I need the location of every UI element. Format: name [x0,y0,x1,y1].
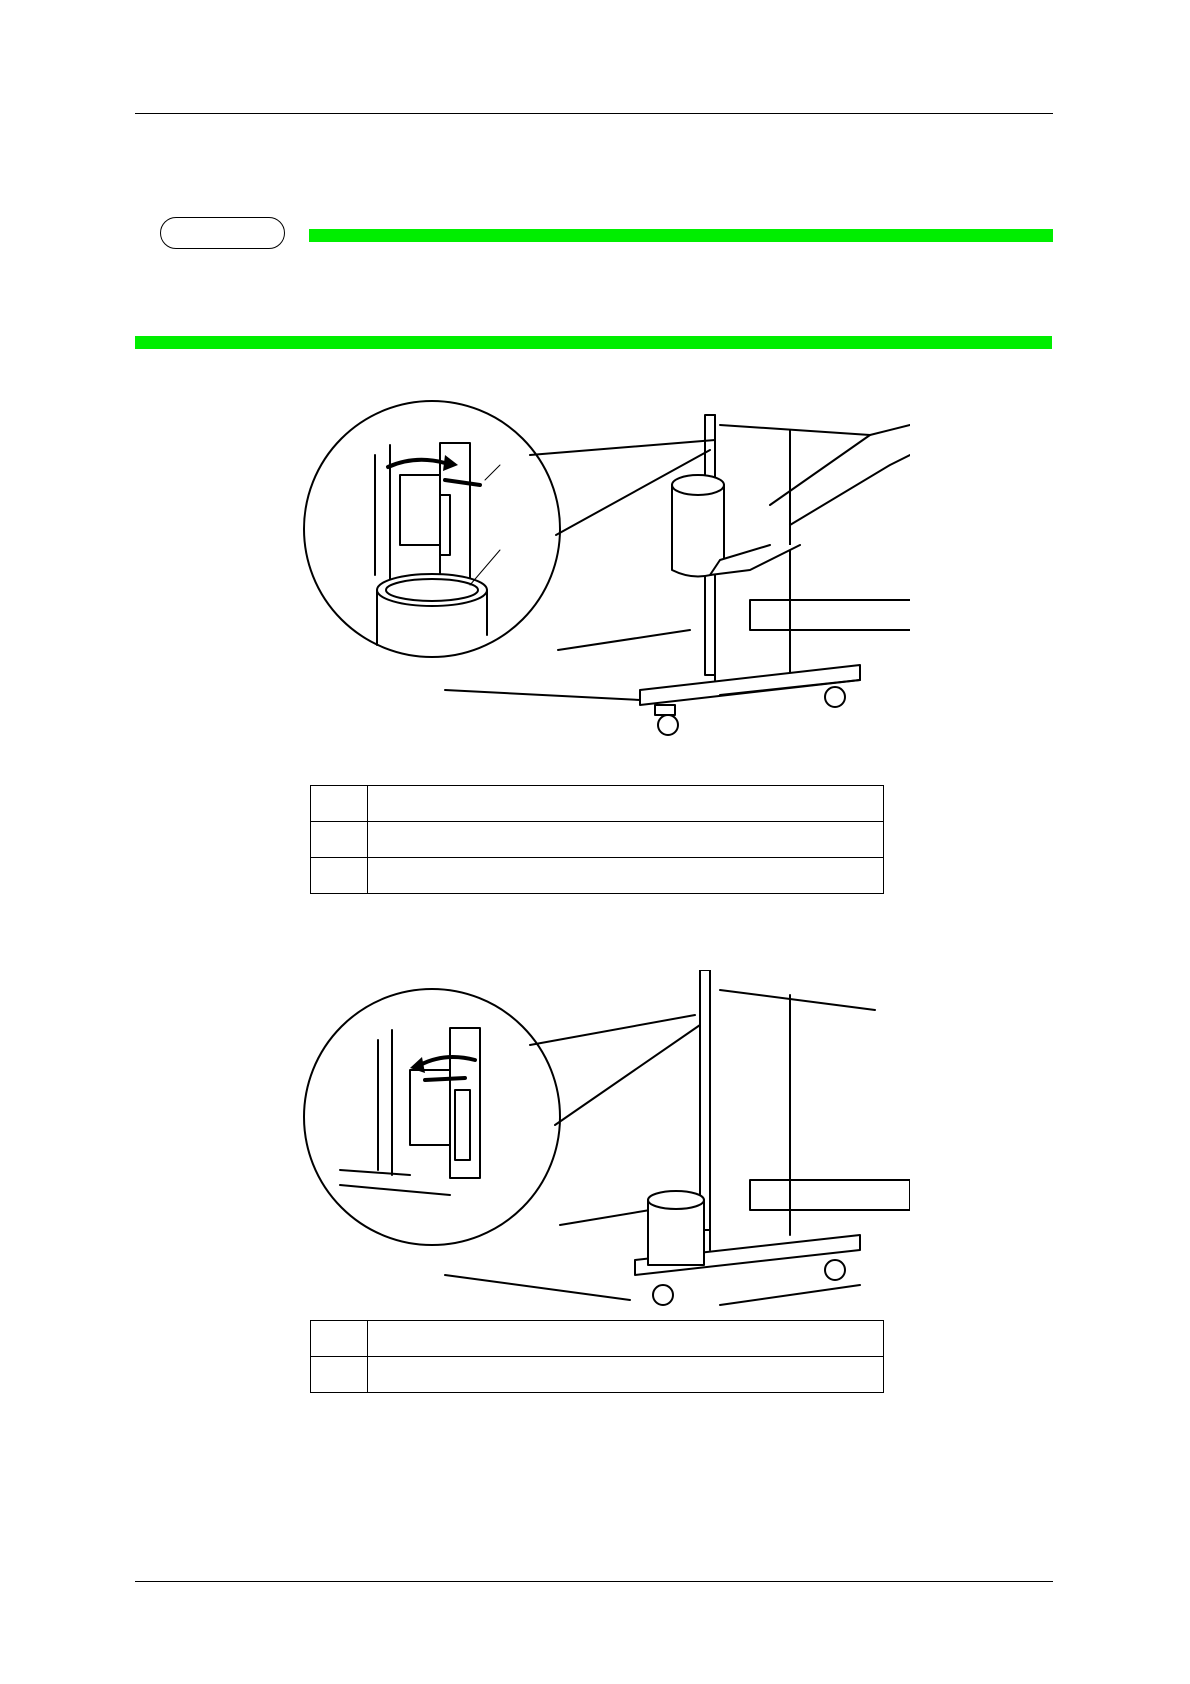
header-rule [135,113,1053,114]
callout-text [368,1321,884,1357]
callout-table-2 [310,1320,884,1393]
callout-text [368,858,884,894]
footer-rule [135,1581,1053,1582]
callout-number [311,1321,368,1357]
callout-number [311,1357,368,1393]
callout-text [368,822,884,858]
callout-text [368,786,884,822]
waste-ink-bottle-installation-illustration [300,970,910,1315]
callout-table-1 [310,785,884,894]
note-top-bar [309,229,1053,242]
waste-ink-bottle-removal-illustration [300,395,910,745]
table-row [311,1357,884,1393]
callout-number [311,858,368,894]
table-row [311,858,884,894]
callout-number [311,786,368,822]
note-bottom-bar [135,336,1052,349]
callout-text [368,1357,884,1393]
callout-number [311,822,368,858]
table-row [311,822,884,858]
note-label [160,217,285,249]
table-row [311,1321,884,1357]
table-row [311,786,884,822]
